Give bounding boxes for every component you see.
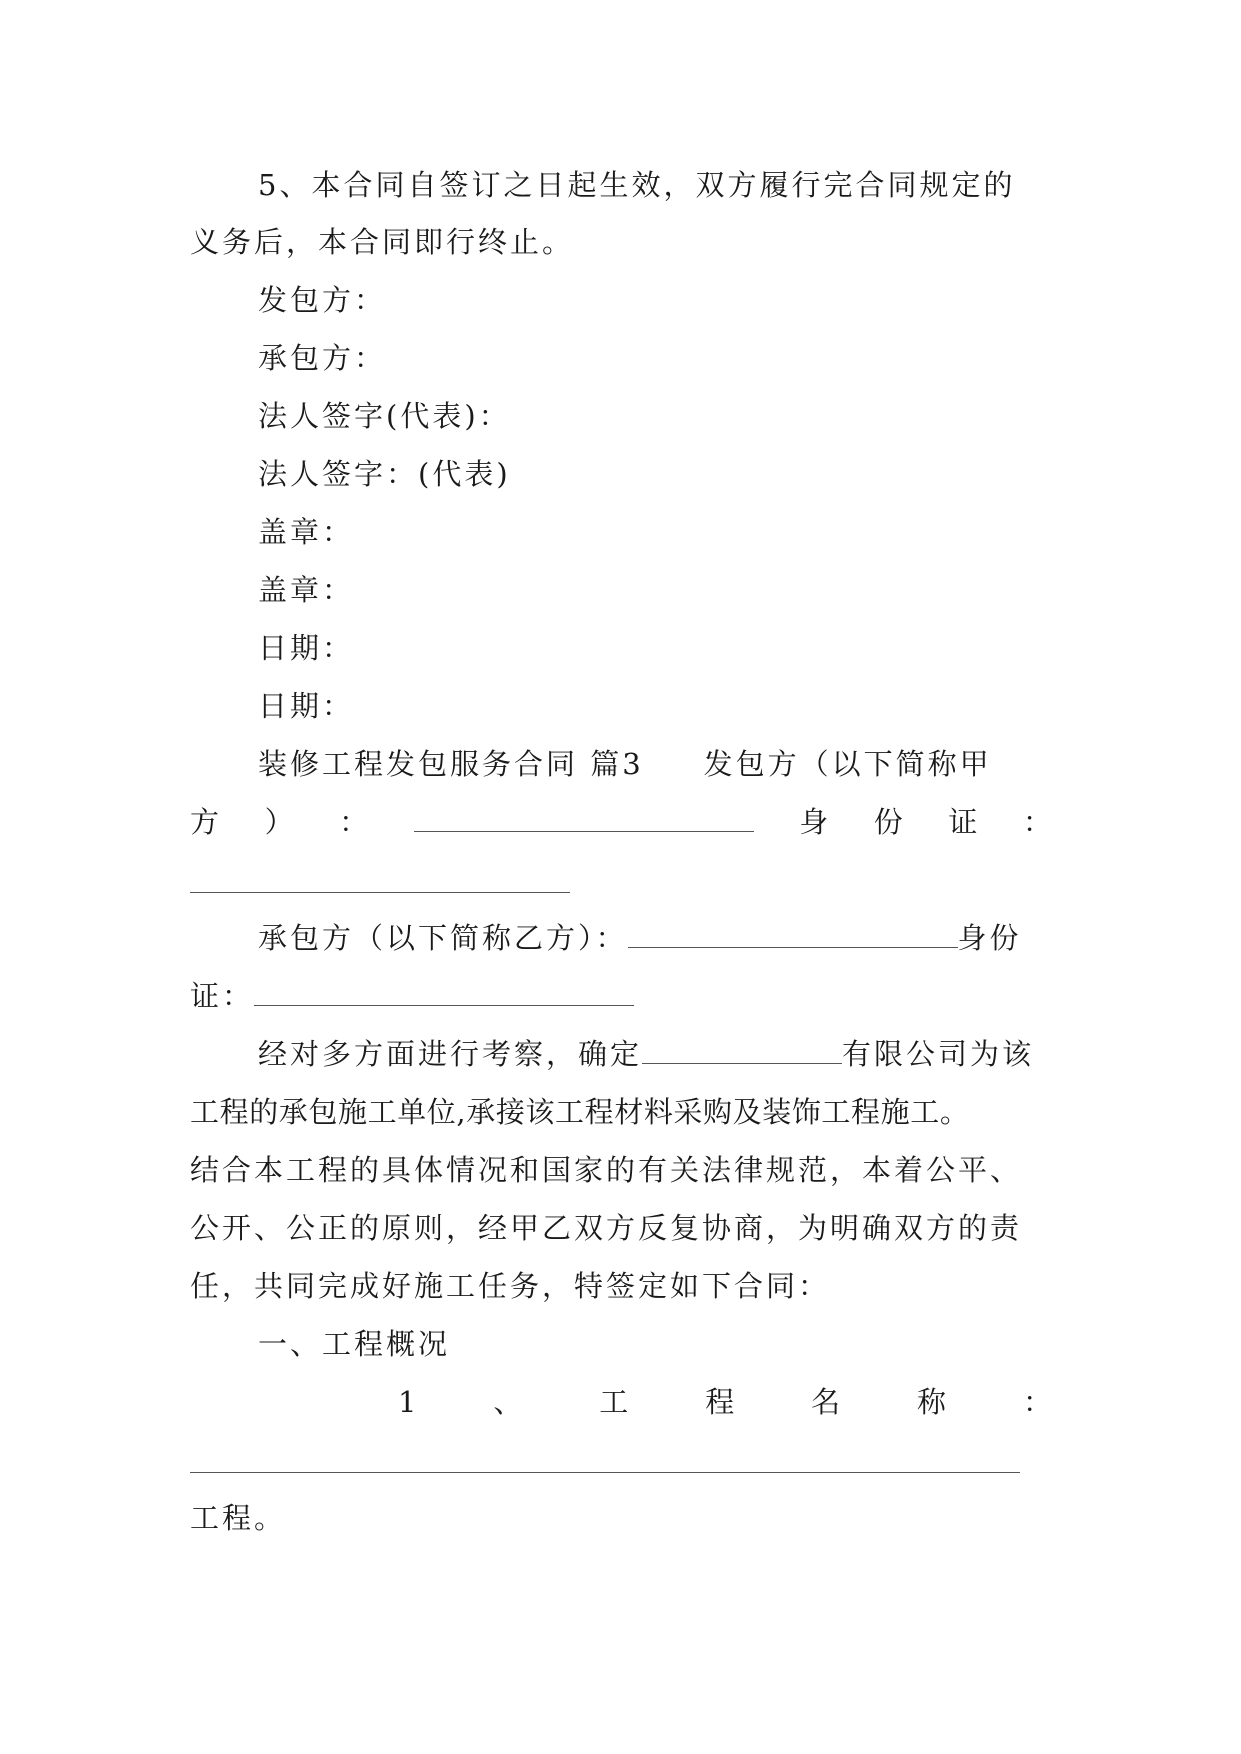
project-name-blank — [190, 1472, 1020, 1473]
paragraph-5-line-2: 义务后，本合同即行终止。 — [190, 225, 575, 259]
party-b-id-line — [190, 976, 1052, 1016]
party-b-line — [258, 918, 1052, 958]
intro-1-suffix: 有限公司为该 — [842, 1037, 1035, 1071]
date-label-2: 日期： — [258, 689, 355, 723]
project-name-char: ： — [1022, 1385, 1052, 1419]
intro-line-5: 任，共同完成好施工任务，特签定如下合同： — [190, 1269, 831, 1303]
id-char: ： — [1022, 805, 1052, 839]
intro-1-prefix: 经对多方面进行考察，确定 — [258, 1037, 643, 1071]
project-name-end: 工程。 — [190, 1501, 287, 1535]
party-b-id-tail: 身份 — [957, 921, 1022, 955]
contractor-label: 承包方： — [258, 341, 387, 375]
party-a-char: ） — [264, 805, 294, 839]
party-a-prefix: 发包方（以下简称甲 — [703, 747, 992, 781]
party-b-prefix: 承包方（以下简称乙方）： — [258, 921, 628, 955]
project-name-char: 工 — [599, 1385, 629, 1419]
party-a-line — [190, 802, 1052, 842]
party-b-id-label: 证： — [190, 979, 255, 1013]
project-name-char: 1 — [398, 1385, 417, 1419]
legal-signature-label-2: 法人签字：(代表) — [258, 457, 511, 491]
project-name-line — [398, 1382, 1052, 1422]
party-a-id-blank — [190, 892, 570, 893]
id-char: 身 — [799, 805, 829, 839]
employer-label: 发包方： — [258, 283, 387, 317]
party-b-id-blank — [254, 977, 634, 1006]
party-b-name-blank — [628, 919, 958, 948]
contract-3-heading-line — [258, 744, 1052, 784]
project-name-char: 称 — [917, 1385, 947, 1419]
company-name-blank — [642, 1035, 842, 1064]
intro-line-2: 工程的承包施工单位,承接该工程材料采购及装饰工程施工。 — [190, 1095, 970, 1129]
date-label-1: 日期： — [258, 631, 355, 665]
intro-line-3: 结合本工程的具体情况和国家的有关法律规范，本着公平、 — [190, 1153, 1023, 1187]
project-name-char: 名 — [811, 1385, 841, 1419]
id-char: 份 — [873, 805, 903, 839]
legal-signature-label-1: 法人签字(代表)： — [258, 399, 511, 433]
paragraph-5-line-1: 5、本合同自签订之日起生效，双方履行完合同规定的 — [258, 168, 1016, 202]
intro-line-1 — [258, 1034, 1052, 1074]
seal-label-1: 盖章： — [258, 515, 355, 549]
contract-title: 装修工程发包服务合同 篇3 — [258, 747, 644, 781]
id-char: 证 — [948, 805, 978, 839]
party-a-name-blank — [414, 803, 754, 832]
seal-label-2: 盖章： — [258, 573, 355, 607]
section-1-heading: 一、工程概况 — [258, 1327, 451, 1361]
project-name-char: 、 — [493, 1385, 523, 1419]
intro-line-4: 公开、公正的原则，经甲乙双方反复协商，为明确双方的责 — [190, 1211, 1023, 1245]
party-a-char: ： — [339, 805, 369, 839]
party-a-char: 方 — [190, 805, 220, 839]
project-name-char: 程 — [705, 1385, 735, 1419]
